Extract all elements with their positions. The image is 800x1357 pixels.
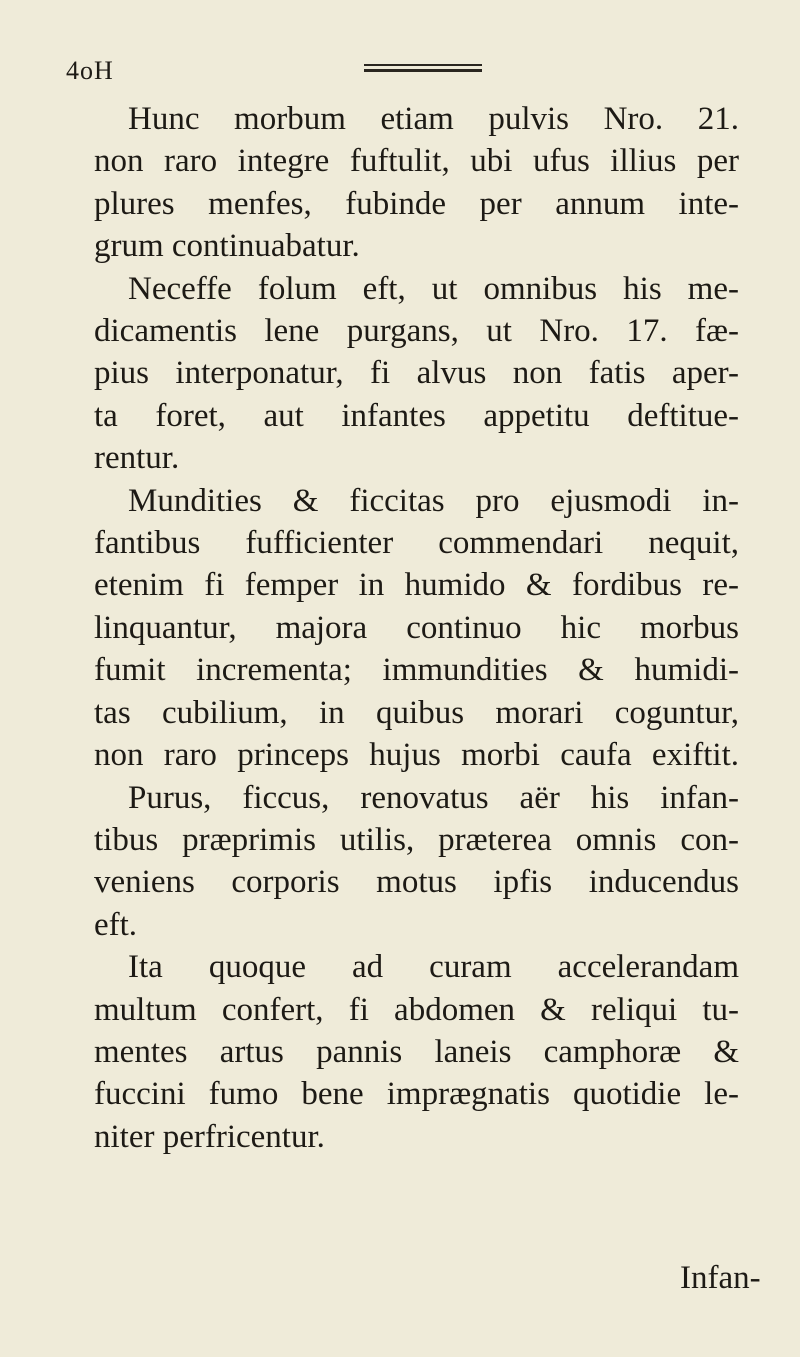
text-line: non raro princeps hujus morbi caufa exiftit.	[94, 737, 739, 774]
text-line: dicamentis lene purgans, ut Nro. 17. fæ-	[94, 313, 739, 350]
text-line: rentur.	[94, 440, 180, 477]
text-line: pius interponatur, fi alvus non fatis aper-	[94, 355, 739, 392]
text-line: fuccini fumo bene imprægnatis quotidie le-	[94, 1076, 739, 1113]
text-line: plures menfes, fubinde per annum inte-	[94, 185, 739, 222]
text-line: Neceffe folum eft, ut omnibus his me-	[128, 270, 739, 307]
text-line: Mundities & ficcitas pro ejusmodi in-	[128, 482, 739, 519]
text-line: non raro integre fuftulit, ubi ufus illius per	[94, 143, 739, 180]
text-line: tibus præprimis utilis, præterea omnis con-	[94, 821, 739, 858]
text-line: veniens corporis motus ipfis inducendus	[94, 864, 739, 901]
text-line: linquantur, majora continuo hic morbus	[94, 609, 739, 646]
page-number: 4oH	[66, 56, 114, 85]
text-line: ta foret, aut infantes appetitu deftitue-	[94, 397, 739, 434]
text-line: Ita quoque ad curam accelerandam	[128, 949, 739, 986]
text-line: Hunc morbum etiam pulvis Nro. 21.	[128, 101, 739, 137]
text-line: multum confert, fi abdomen & reliqui tu-	[94, 991, 739, 1028]
text-line: grum continuabatur.	[94, 228, 360, 265]
text-line: eft.	[94, 906, 138, 943]
header-rule	[364, 64, 482, 78]
body-text	[94, 98, 739, 1158]
text-line: mentes artus pannis laneis camphoræ &	[94, 1033, 739, 1070]
text-line: fumit incrementa; immundities & humidi-	[94, 652, 739, 689]
text-line: fantibus fufficienter commendari nequit,	[94, 525, 739, 562]
text-line: tas cubilium, in quibus morari coguntur,	[94, 694, 739, 731]
text-line: etenim fi femper in humido & fordibus re-	[94, 567, 739, 604]
text-line: niter perfricentur.	[94, 1118, 325, 1155]
catchword: Infan-	[680, 1260, 761, 1296]
text-line: Purus, ficcus, renovatus aër his infan-	[128, 779, 739, 816]
